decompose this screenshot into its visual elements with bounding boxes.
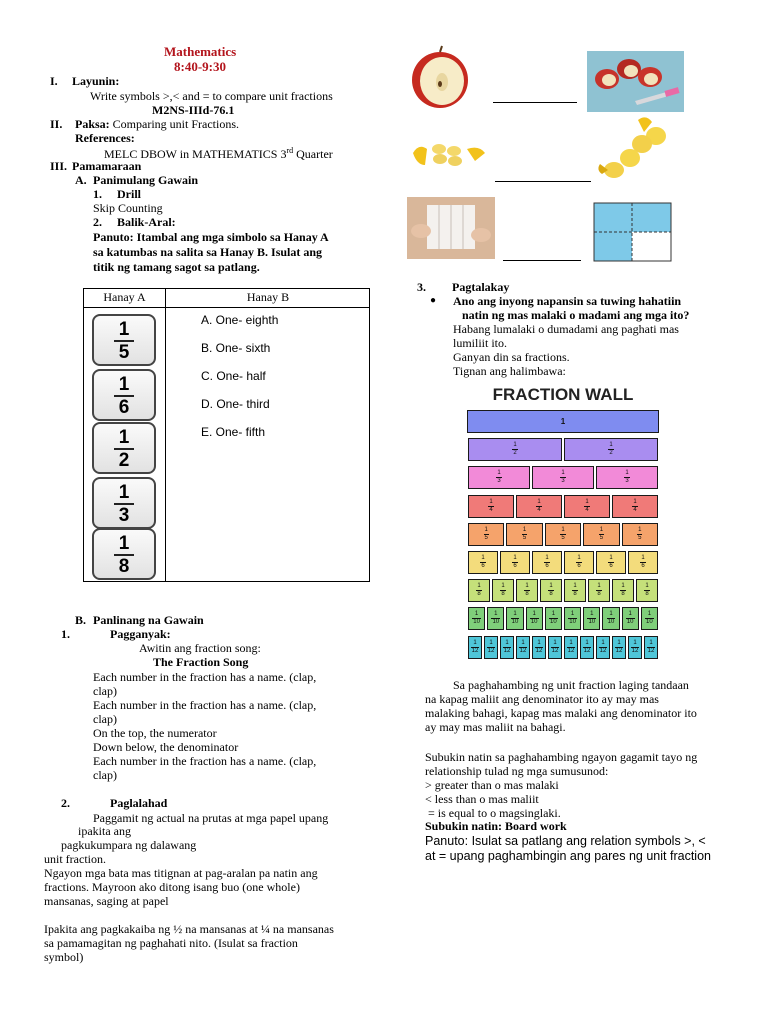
fraction-wall-label: 1 12 <box>487 639 495 654</box>
banana-cut-photo <box>594 114 679 180</box>
para-line: = is equal to o magsinglaki. <box>425 806 561 820</box>
fraction-numerator: 1 <box>118 319 130 340</box>
option-item: E. One- fifth <box>201 425 266 439</box>
paglalahad-line: pagkukumpara ng dalawang <box>61 838 197 852</box>
fraction-denominator: 2 <box>118 450 130 471</box>
table-divider <box>84 307 369 308</box>
fraction-wall-cell <box>564 579 586 602</box>
fraction-wall-label: 1 6 <box>545 555 549 569</box>
fraction-numerator: 1 <box>118 482 130 503</box>
fraction-wall-cell <box>468 607 485 630</box>
fraction-numerator: 1 <box>118 533 130 554</box>
song-line: Down below, the denominator <box>93 740 239 754</box>
fraction-wall-label: 1 12 <box>535 639 543 654</box>
section-num: I. <box>50 74 58 88</box>
fraction-wall-cell <box>545 523 581 546</box>
panuto-block <box>93 230 329 275</box>
fraction-wall-cell <box>564 607 581 630</box>
fraction-wall-label: 1 12 <box>599 639 607 654</box>
option-item: A. One- eighth <box>201 313 279 327</box>
fraction-wall <box>463 381 663 663</box>
fraction-wall-cell <box>468 438 562 461</box>
fraction-wall-label: 1 8 <box>477 583 481 598</box>
pagganyak-title: Pagganyak: <box>110 627 171 641</box>
table-divider <box>165 289 166 581</box>
fraction-wall-cell <box>500 551 530 574</box>
panuto-line: titik ng tamang sagot sa patlang. <box>93 260 260 274</box>
reference-sup: rd <box>286 146 294 155</box>
fraction-wall-cell <box>516 495 562 518</box>
fraction-wall-label: 1 12 <box>519 639 527 654</box>
fraction-wall-label: 1 10 <box>569 611 576 626</box>
fraction-wall-label: 1 4 <box>585 498 589 513</box>
fraction-wall-cell <box>545 607 562 630</box>
section-num: II. <box>50 117 63 131</box>
subject-title: Mathematics <box>164 44 237 59</box>
panuto-line: sa katumbas na salita sa Hanay B. Isulat ang <box>93 245 323 259</box>
fraction-wall-cell <box>532 466 594 489</box>
fraction-wall-label: 1 10 <box>511 611 519 626</box>
fraction-wall-cell <box>468 495 514 518</box>
para-line: < less than o mas maliit <box>425 792 539 806</box>
fraction-wall-label: 1 5 <box>522 526 527 541</box>
fraction-wall-label: 1 10 <box>530 611 538 626</box>
fraction-wall-label: 1 12 <box>567 639 575 654</box>
fraction-wall-label: 1 6 <box>609 555 613 569</box>
question-line: Ano ang inyong napansin sa tuwing hahatiin <box>453 294 682 308</box>
fraction-wall-cell <box>526 607 543 630</box>
time-range: 8:40-9:30 <box>174 59 226 74</box>
fraction-wall-row <box>467 495 659 518</box>
fraction-wall-label: 1 6 <box>641 555 645 569</box>
fraction-wall-cell <box>644 636 658 659</box>
fraction-card <box>92 422 156 474</box>
para-line: ay may mas maliit na bahagi. <box>425 720 566 734</box>
fraction-wall-label: 1 8 <box>597 583 601 598</box>
fraction-wall-label: 1 2 <box>513 442 517 457</box>
topic-text: Comparing unit Fractions. <box>112 117 239 131</box>
fraction-wall-label: 1 5 <box>599 526 604 541</box>
fraction-wall-cell <box>564 551 594 574</box>
fraction-wall-label: 1 10 <box>473 611 480 626</box>
fraction-wall-label: 1 12 <box>471 639 479 654</box>
paglalahad-line: Ngayon mga bata mas titignan at pag-aralan pa natin ang <box>44 866 318 880</box>
paglalahad-line: unit fraction. <box>44 852 106 866</box>
fraction-wall-cell <box>540 579 562 602</box>
fraction-wall-cell <box>583 523 619 546</box>
fraction-wall-label: 1 5 <box>484 526 488 541</box>
fraction-wall-label: 1 12 <box>647 639 655 654</box>
para-line: Sa paghahambing ng unit fraction laging tandaan <box>453 678 689 692</box>
fraction-wall-cell <box>467 410 659 433</box>
para-line: relationship tulad ng mga sumusunod: <box>425 764 609 778</box>
fraction-wall-cell <box>487 607 504 630</box>
fraction-wall-cell <box>516 636 530 659</box>
fraction-wall-label: 1 4 <box>489 498 493 513</box>
fraction-wall-row <box>467 636 659 659</box>
topic-label: Paksa: <box>75 117 110 131</box>
fraction-wall-cell <box>596 551 626 574</box>
fraction-denominator: 5 <box>118 342 130 363</box>
drill-num: 1. <box>93 187 102 201</box>
fraction-wall-label: 1 3 <box>561 470 565 485</box>
fraction-denominator: 6 <box>118 397 130 418</box>
sub-title-panlinang: Panlinang na Gawain <box>93 613 204 627</box>
balik-num: 2. <box>93 215 102 229</box>
fraction-card <box>92 314 156 366</box>
song-line: Each number in the fraction has a name. (clap, <box>93 670 317 684</box>
fraction-wall-row <box>467 438 659 461</box>
section-title-pamamaraan: Pamamaraan <box>72 159 142 173</box>
paglalahad-title: Paglalahad <box>110 796 168 810</box>
competency-code: M2NS-IIId-76.1 <box>152 103 235 117</box>
board-line: Panuto: Isulat sa patlang ang relation symbols >, < <box>425 834 706 848</box>
answer-line: Habang lumalaki o dumadami ang paghati mas <box>453 322 679 336</box>
blue-grid-diagram <box>593 202 672 262</box>
fraction-wall-cell <box>641 607 658 630</box>
paglalahad-line: symbol) <box>44 950 84 964</box>
bullet-icon: ● <box>430 295 437 306</box>
fraction-card <box>92 528 156 580</box>
answer-line: lumiliit ito. <box>453 336 508 350</box>
fraction-wall-cell <box>468 579 490 602</box>
fraction-wall-cell <box>612 495 658 518</box>
question-line: natin ng mas malaki o madami ang mga ito? <box>462 308 690 322</box>
pagganyak-num: 1. <box>61 627 70 641</box>
answer-blank[interactable] <box>503 260 581 261</box>
fraction-wall-label: 1 6 <box>513 555 517 569</box>
fraction-wall-cell <box>548 636 562 659</box>
answer-line: Tignan ang halimbawa: <box>453 364 566 378</box>
fraction-wall-cell <box>583 607 600 630</box>
fraction-wall-cell <box>588 579 610 602</box>
fraction-wall-cell <box>622 607 639 630</box>
paglalahad-line: mansanas, saging at papel <box>44 894 169 908</box>
fraction-wall-row <box>467 579 659 602</box>
pagtalakay-num: 3. <box>417 280 426 294</box>
objective-text: Write symbols >,< and = to compare unit fractions <box>90 89 333 103</box>
section-title-layunin: Layunin: <box>72 74 120 88</box>
sub-label-a: A. <box>75 173 87 187</box>
fraction-wall-cell <box>492 579 514 602</box>
panuto-line: Panuto: Itambal ang mga simbolo sa Hanay A <box>93 230 329 244</box>
fraction-wall-label: 1 3 <box>625 470 629 485</box>
fraction-wall-row <box>467 466 659 489</box>
fraction-wall-cell <box>468 636 482 659</box>
fraction-wall-cell <box>484 636 498 659</box>
board-line: at = upang paghambingin ang pares ng unit fraction <box>425 849 711 863</box>
fraction-wall-cell <box>468 466 530 489</box>
fraction-wall-cell <box>564 636 578 659</box>
reference-main: MELC DBOW in MATHEMATICS 3 <box>104 147 287 161</box>
paglalahad-line: Ipakita ang pagkakaiba ng ½ na mansanas at ¼ na mansanas <box>44 922 334 936</box>
fraction-wall-cell <box>602 607 619 630</box>
fraction-wall-label: 1 10 <box>550 611 557 626</box>
fraction-wall-label: 1 8 <box>573 583 577 598</box>
section-num: III. <box>50 159 68 173</box>
fraction-wall-cell <box>564 495 610 518</box>
fraction-numerator: 1 <box>118 374 130 395</box>
fraction-wall-label: 1 10 <box>626 611 634 626</box>
fraction-wall-label: 1 8 <box>645 583 649 598</box>
song-line: clap) <box>93 768 117 782</box>
balik-title: Balik-Aral: <box>117 215 176 229</box>
apple-half-photo <box>409 44 471 110</box>
paglalahad-line: ipakita ang <box>78 824 131 838</box>
answer-block <box>453 322 679 378</box>
song-line: Each number in the fraction has a name. (clap, <box>93 698 317 712</box>
song-line: clap) <box>93 684 117 698</box>
fraction-numerator: 1 <box>118 427 130 448</box>
fraction-wall-row-whole <box>467 410 659 433</box>
paglalahad-line: Paggamit ng actual na prutas at mga papel upang <box>93 811 329 825</box>
drill-title: Drill <box>117 187 141 201</box>
answer-blank[interactable] <box>493 102 577 103</box>
fraction-wall-label: 1 2 <box>609 442 613 457</box>
option-item: B. One- sixth <box>201 341 271 355</box>
answer-line: Ganyan din sa fractions. <box>453 350 570 364</box>
fraction-wall-label: 1 8 <box>501 583 505 598</box>
banana-pieces-photo <box>409 135 489 175</box>
fraction-wall-label: 1 12 <box>551 639 559 654</box>
fraction-wall-label: 1 12 <box>615 639 623 654</box>
fraction-wall-cell <box>532 636 546 659</box>
fraction-wall-cell <box>622 523 658 546</box>
column-header-hanay-b: Hanay B <box>246 290 290 304</box>
reference-post: Quarter <box>293 147 333 161</box>
fraction-wall-cell <box>468 551 498 574</box>
fraction-wall-label: 1 12 <box>503 639 511 654</box>
fraction-wall-cell <box>506 607 523 630</box>
fraction-denominator: 8 <box>118 556 130 577</box>
board-work-instructions <box>425 834 711 864</box>
fraction-wall-cell <box>596 466 658 489</box>
song-title: The Fraction Song <box>153 655 249 669</box>
fraction-wall-label: 1 6 <box>481 555 485 569</box>
relationship-block <box>425 750 697 820</box>
answer-blank[interactable] <box>495 181 591 182</box>
fraction-card <box>92 369 156 421</box>
fraction-wall-label: 1 5 <box>561 526 565 541</box>
option-item: D. One- third <box>201 397 270 411</box>
fraction-wall-row <box>467 523 659 546</box>
fraction-wall-row <box>467 551 659 574</box>
fraction-denominator: 3 <box>118 505 130 526</box>
fraction-wall-label: 1 <box>560 417 566 426</box>
song-intro: Awitin ang fraction song: <box>139 641 261 655</box>
pagtalakay-title: Pagtalakay <box>452 280 510 294</box>
song-line: clap) <box>93 712 117 726</box>
fraction-wall-cell <box>636 579 658 602</box>
fraction-wall-label: 1 12 <box>583 639 591 654</box>
fraction-wall-label: 1 8 <box>621 583 625 598</box>
fraction-wall-label: 1 10 <box>607 611 615 626</box>
song-line: Each number in the fraction has a name. (clap, <box>93 754 317 768</box>
fraction-wall-label: 1 10 <box>646 611 653 626</box>
fraction-card <box>92 477 156 529</box>
column-header-hanay-a: Hanay A <box>103 290 146 304</box>
sub-title-panimulang: Panimulang Gawain <box>93 173 199 187</box>
song-line: On the top, the numerator <box>93 726 217 740</box>
topic-line <box>75 118 239 132</box>
fraction-wall-cell <box>500 636 514 659</box>
fraction-wall-label: 1 4 <box>633 498 637 513</box>
folded-paper-photo <box>407 197 495 259</box>
fraction-wall-cell <box>532 551 562 574</box>
fraction-wall-cell <box>596 636 610 659</box>
fraction-wall-title: FRACTION WALL <box>492 385 634 404</box>
para-line: na kapag maliit ang denominator ito ay may mas <box>425 692 659 706</box>
references-label: References: <box>75 131 135 145</box>
paglalahad-line: sa pamamagitan ng paghahati nito. (Isulat sa fraction <box>44 936 298 950</box>
apple-slices-photo <box>587 51 684 112</box>
para-line: Subukin natin sa paghahambing ngayon gagamit tayo ng <box>425 750 698 764</box>
para-line: malaking bahagi, kapag mas malaki ang denominator ito <box>425 706 697 720</box>
fraction-wall-cell <box>628 636 642 659</box>
fraction-wall-cell <box>506 523 542 546</box>
drill-text: Skip Counting <box>93 201 163 215</box>
fraction-wall-label: 1 12 <box>631 639 639 654</box>
fraction-wall-cell <box>628 551 658 574</box>
paglalahad-line: fractions. Mayroon ako ditong isang buo (one whole) <box>44 880 300 894</box>
fraction-wall-cell <box>612 636 626 659</box>
fraction-wall-cell <box>564 438 658 461</box>
fraction-wall-label: 1 3 <box>497 470 501 485</box>
paglalahad-num: 2. <box>61 796 70 810</box>
para-line: > greater than o mas malaki <box>425 778 559 792</box>
fraction-wall-label: 1 8 <box>525 583 529 598</box>
song-lyrics <box>93 670 316 782</box>
fraction-wall-cell <box>612 579 634 602</box>
fraction-wall-cell <box>516 579 538 602</box>
fraction-wall-label: 1 8 <box>549 583 553 598</box>
fraction-wall-label: 1 10 <box>588 611 596 626</box>
fraction-wall-label: 1 6 <box>577 555 581 569</box>
option-item: C. One- half <box>201 369 266 383</box>
fraction-wall-cell <box>468 523 504 546</box>
fraction-wall-row <box>467 607 659 630</box>
fraction-wall-label: 1 5 <box>638 526 642 541</box>
sub-label-b: B. <box>75 613 87 627</box>
fraction-wall-label: 1 4 <box>537 498 541 513</box>
board-work-title: Subukin natin: Board work <box>425 819 567 833</box>
matching-table <box>83 288 370 582</box>
fraction-wall-label: 1 10 <box>492 611 500 626</box>
fraction-wall-cell <box>580 636 594 659</box>
